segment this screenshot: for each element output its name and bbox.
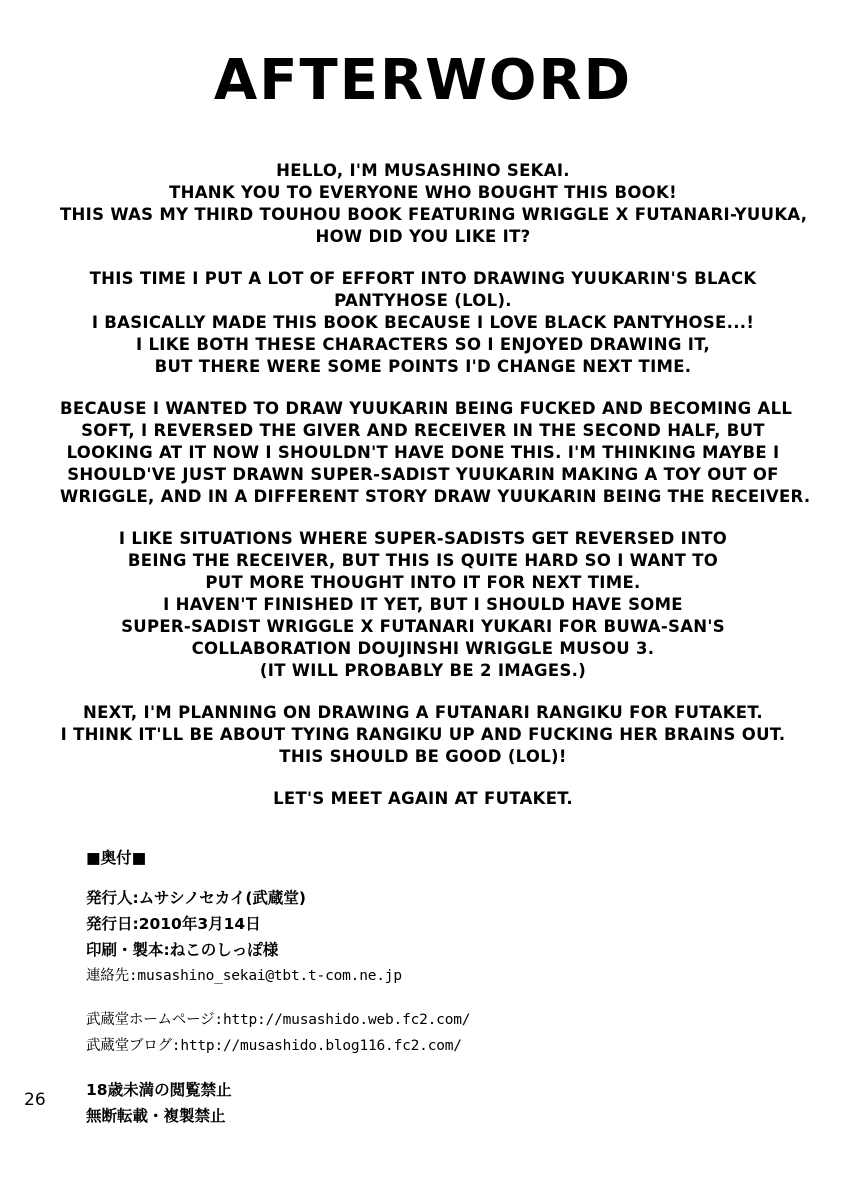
colophon-contact: 連絡先:musashino_sekai@tbt.t-com.ne.jp — [86, 968, 402, 984]
text-line: SHOULD'VE JUST DRAWN SUPER-SADIST YUUKARIN MAKING A TOY OUT OF — [67, 465, 779, 484]
paragraph-3 — [60, 398, 811, 508]
colophon-publisher: 発行人:ムサシノセカイ(武蔵堂) — [86, 889, 307, 907]
text-line: LET'S MEET AGAIN AT FUTAKET. — [273, 789, 573, 808]
text-line: HELLO, I'M MUSASHINO SEKAI. — [276, 161, 570, 180]
colophon-links — [86, 1007, 726, 1059]
text-line: BECAUSE I WANTED TO DRAW YUUKARIN BEING FUCKED AND BECOMING ALL — [60, 399, 793, 418]
colophon-copyright-notice: 無断転載・複製禁止 — [86, 1107, 226, 1125]
text-line: WRIGGLE, AND IN A DIFFERENT STORY DRAW YUUKARIN BEING THE RECEIVER. — [60, 487, 811, 506]
colophon-blog-link[interactable]: 武蔵堂ブログ:http://musashido.blog116.fc2.com/ — [86, 1038, 462, 1054]
text-line: NEXT, I'M PLANNING ON DRAWING A FUTANARI RANGIKU FOR FUTAKET. — [83, 703, 763, 722]
page-number: 26 — [24, 1090, 46, 1110]
paragraph-5 — [60, 702, 786, 768]
text-line: PANTYHOSE (LOL). — [334, 291, 512, 310]
text-line: I HAVEN'T FINISHED IT YET, BUT I SHOULD HAVE SOME — [163, 595, 683, 614]
paragraph-1 — [60, 160, 808, 248]
paragraph-6 — [60, 788, 786, 810]
page-title: AFTERWORD — [213, 48, 633, 113]
paragraph-4 — [60, 528, 786, 682]
text-line: BUT THERE WERE SOME POINTS I'D CHANGE NEXT TIME. — [154, 357, 692, 376]
text-line: SUPER-SADIST WRIGGLE X FUTANARI YUKARI FOR BUWA-SAN'S — [121, 617, 725, 636]
colophon-credits — [86, 885, 726, 989]
colophon-heading: ■奥付■ — [86, 849, 147, 867]
colophon-notices — [86, 1077, 726, 1129]
text-line: THIS SHOULD BE GOOD (LOL)! — [279, 747, 567, 766]
colophon-printer: 印刷・製本:ねこのしっぽ様 — [86, 941, 279, 959]
text-line: I THINK IT'LL BE ABOUT TYING RANGIKU UP AND FUCKING HER BRAINS OUT. — [60, 725, 786, 744]
colophon-date: 発行日:2010年3月14日 — [86, 915, 261, 933]
colophon-homepage-link[interactable]: 武蔵堂ホームページ:http://musashido.web.fc2.com/ — [86, 1012, 471, 1028]
text-line: SOFT, I REVERSED THE GIVER AND RECEIVER IN THE SECOND HALF, BUT — [81, 421, 765, 440]
colophon-age-notice: 18歳未満の閲覧禁止 — [86, 1081, 232, 1099]
text-line: BEING THE RECEIVER, BUT THIS IS QUITE HARD SO I WANT TO — [127, 551, 719, 570]
text-line: COLLABORATION DOUJINSHI WRIGGLE MUSOU 3. — [191, 639, 655, 658]
text-line: HOW DID YOU LIKE IT? — [315, 227, 531, 246]
text-line: THIS WAS MY THIRD TOUHOU BOOK FEATURING WRIGGLE X FUTANARI-YUUKA, — [60, 205, 808, 224]
text-line: I LIKE SITUATIONS WHERE SUPER-SADISTS GET REVERSED INTO — [118, 529, 728, 548]
text-line: I LIKE BOTH THESE CHARACTERS SO I ENJOYED DRAWING IT, — [135, 335, 711, 354]
text-line: PUT MORE THOUGHT INTO IT FOR NEXT TIME. — [205, 573, 641, 592]
text-line: THANK YOU TO EVERYONE WHO BOUGHT THIS BOOK! — [169, 183, 677, 202]
text-line: THIS TIME I PUT A LOT OF EFFORT INTO DRAWING YUUKARIN'S BLACK — [89, 269, 757, 288]
paragraph-2 — [60, 268, 786, 378]
text-line: (IT WILL PROBABLY BE 2 IMAGES.) — [259, 661, 587, 680]
text-line: LOOKING AT IT NOW I SHOULDN'T HAVE DONE THIS. I'M THINKING MAYBE I — [66, 443, 780, 462]
text-line: I BASICALLY MADE THIS BOOK BECAUSE I LOVE BLACK PANTYHOSE...! — [91, 313, 755, 332]
colophon — [86, 845, 726, 1147]
afterword-text — [60, 160, 811, 810]
